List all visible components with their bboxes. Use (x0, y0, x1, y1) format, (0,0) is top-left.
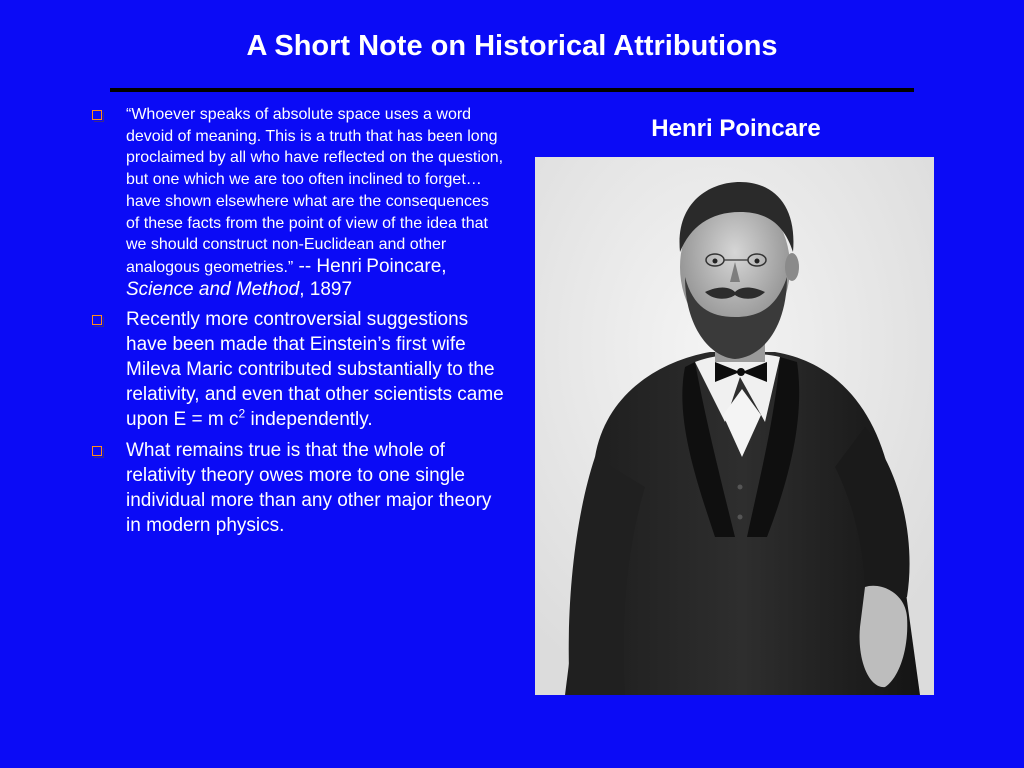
controversy-text-end: independently. (245, 409, 373, 431)
quote-attribution-dash: -- Henri (293, 255, 362, 277)
quote-year: , 1897 (299, 278, 353, 300)
bullet-item-conclusion (86, 438, 504, 538)
controversy-text: Recently more controversial suggestions have been made that Einstein’s first wife Mileva Maric contributed substantially to the relativity, and even that other scientists came upon E = m c (126, 309, 504, 431)
photo-caption: Henri Poincare (651, 115, 821, 142)
bullet-item-quote (86, 104, 504, 301)
superscript-two: 2 (238, 407, 246, 421)
bullet-item-controversy (86, 307, 504, 432)
poincare-quote: “Whoever speaks of absolute space uses a word devoid of meaning. This is a truth that has been long proclaimed by all who have reflected on the question, but one which we are too often inclined to forget… have shown elsewhere what are the consequences of these facts from the point of view of the idea that we should construct non-Euclidean and other analogous geometries.” (126, 106, 504, 276)
slide-title: A Short Note on Historical Attributions (246, 30, 778, 62)
quote-attribution-name: Poincare, (366, 255, 447, 277)
conclusion-text: What remains true is that the whole of relativity theory owes more to one single individual more than any other major theory in modern physics. (126, 440, 492, 537)
quote-book-title: Science and Method (126, 278, 300, 300)
bullet-list (86, 104, 504, 544)
square-bullet-icon (92, 446, 102, 456)
portrait-photo (535, 157, 934, 695)
square-bullet-icon (92, 315, 102, 325)
square-bullet-icon (92, 110, 102, 120)
portrait-illustration (535, 157, 934, 695)
title-divider (110, 88, 914, 92)
